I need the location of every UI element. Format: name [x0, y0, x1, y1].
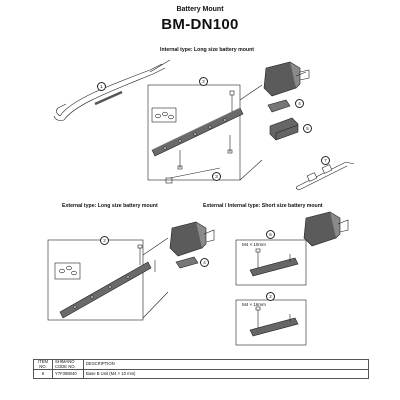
callout-2-short: 2 [266, 292, 275, 301]
callout-5: 5 [303, 124, 312, 133]
parts-table-header [34, 360, 369, 370]
callout-4-external: 4 [200, 258, 209, 267]
document-title: BM-DN100 [161, 16, 239, 33]
section-title-internal-long: Internal type: Long size battery mount [160, 47, 254, 53]
callout-2-external: 2 [100, 236, 109, 245]
parts-table [33, 359, 369, 379]
screw-label-m4x16: M4 × 16mm [242, 302, 266, 307]
clamp-unit-drawing [264, 62, 309, 96]
table-row [34, 370, 369, 379]
long-rail-drawing [152, 108, 243, 156]
cell-item-no: 6 [34, 370, 53, 379]
callout-4: 4 [295, 99, 304, 108]
header-code-no: SHIMANO CODE NO. [53, 360, 84, 370]
callout-1: 1 [97, 82, 106, 91]
screw-label-m4x10: M4 × 10mm [242, 242, 266, 247]
callout-2: 2 [199, 77, 208, 86]
strap-drawing [54, 60, 170, 121]
callout-6-short: 6 [266, 230, 275, 239]
callout-7: 7 [321, 156, 330, 165]
external-rail-drawing [60, 262, 151, 318]
section-title-external-long: External type: Long size battery mount [62, 203, 158, 209]
callout-3: 3 [212, 172, 221, 181]
header-description: DESCRIPTION [84, 360, 369, 370]
cell-code-no: Y7F398040 [53, 370, 84, 379]
cell-description: Base B Unit (M4 × 10 mm) [84, 370, 369, 379]
section-title-short: External / Internal type: Short size battery mount [203, 203, 323, 209]
document-subtitle: Battery Mount [176, 6, 224, 13]
cable-bar-drawing [296, 162, 354, 190]
header-item-no: ITEM NO. [34, 360, 53, 370]
